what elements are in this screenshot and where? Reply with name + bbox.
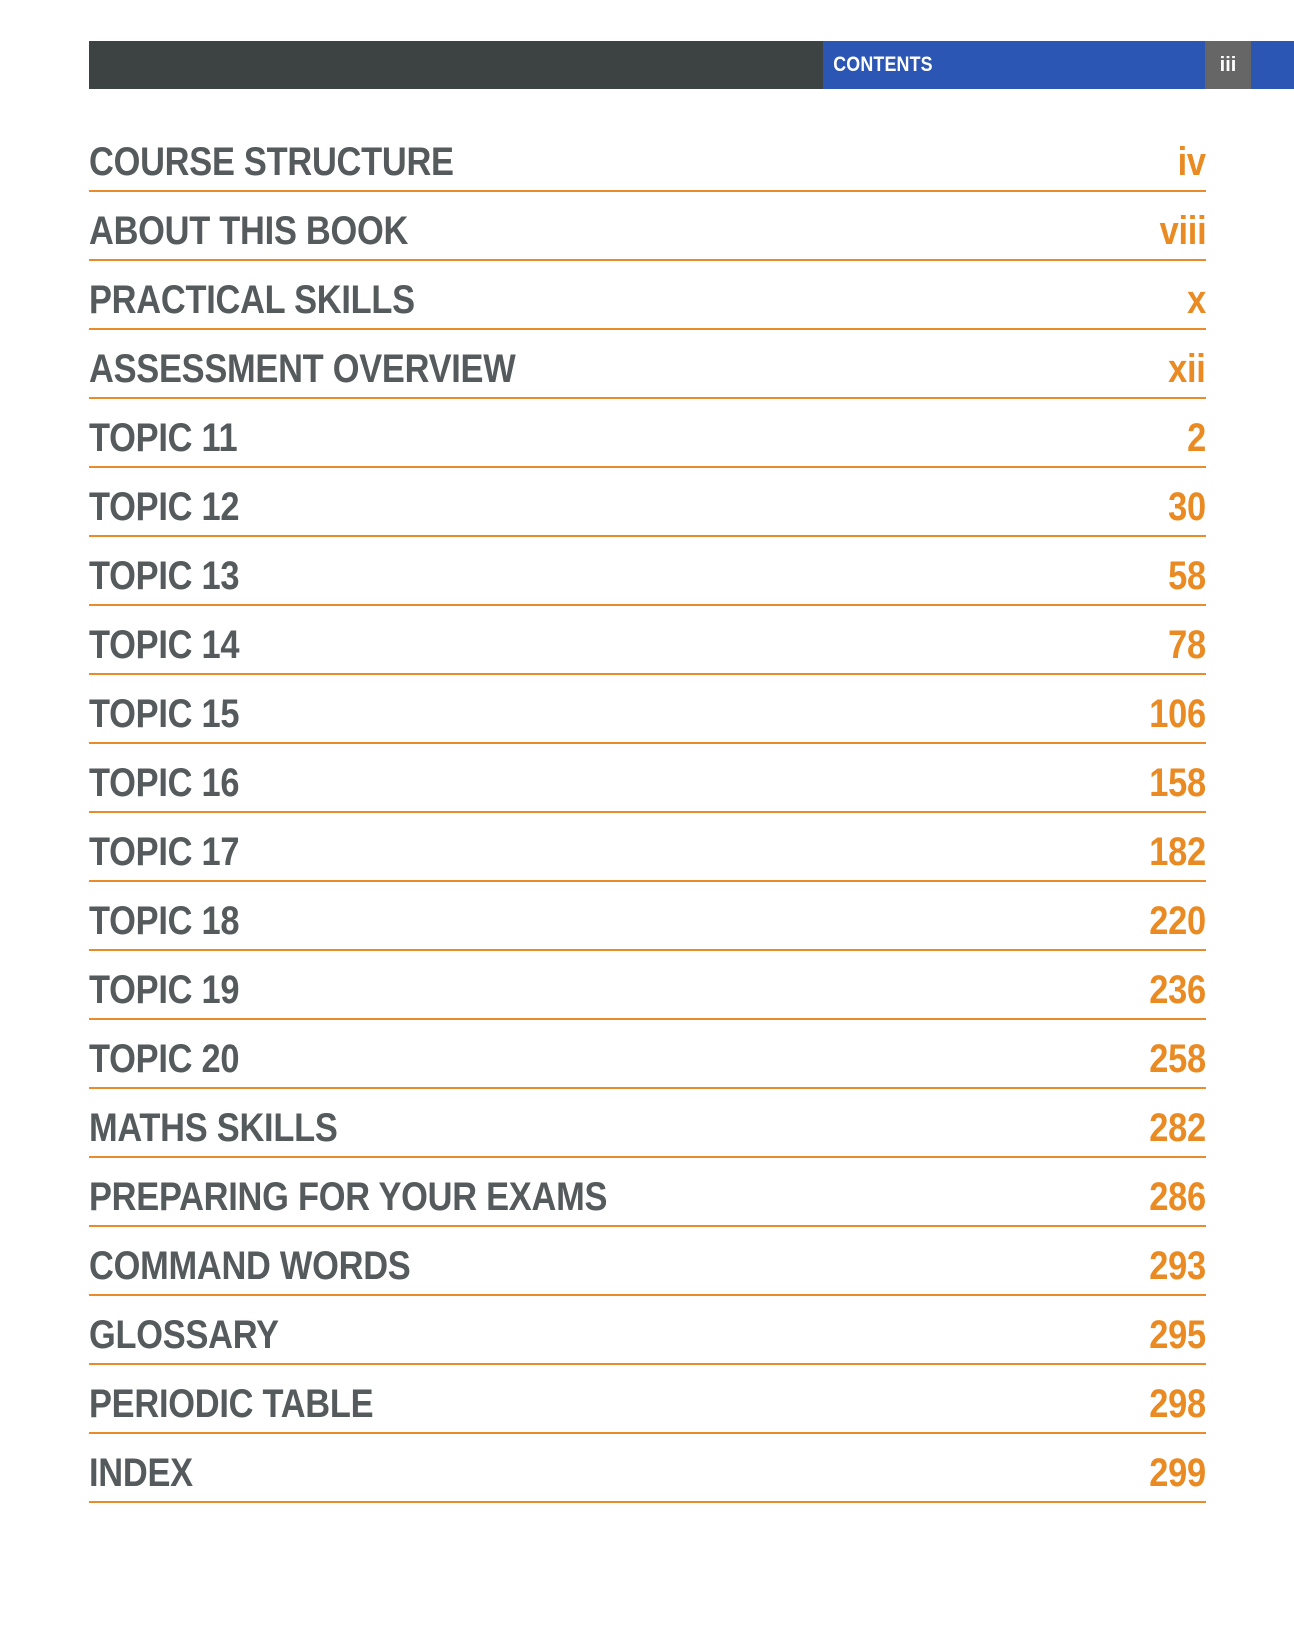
toc-entry-page: 282: [1149, 1106, 1206, 1150]
toc-entry[interactable]: [89, 1227, 1206, 1296]
toc-entry[interactable]: [89, 1158, 1206, 1227]
toc-entry[interactable]: [89, 123, 1206, 192]
toc-entry[interactable]: [89, 744, 1206, 813]
toc-entry-page: iv: [1177, 140, 1206, 184]
toc-entry-title: PRACTICAL SKILLS: [89, 278, 415, 322]
running-header: [89, 41, 1294, 89]
toc-entry[interactable]: [89, 675, 1206, 744]
toc-entry[interactable]: [89, 192, 1206, 261]
toc-entry-page: viii: [1159, 209, 1206, 253]
toc-entry[interactable]: [89, 1365, 1206, 1434]
toc-entry-title: TOPIC 15: [89, 692, 240, 736]
toc-entry-title: TOPIC 17: [89, 830, 240, 874]
toc-entry-page: 258: [1149, 1037, 1206, 1081]
toc-entry-title: INDEX: [89, 1451, 193, 1495]
toc-entry-page: 182: [1149, 830, 1206, 874]
toc-entry[interactable]: [89, 537, 1206, 606]
toc-entry-title: TOPIC 19: [89, 968, 240, 1012]
toc-entry-page: 30: [1168, 485, 1206, 529]
header-dark-band: [89, 41, 823, 89]
toc-entry-page: 158: [1149, 761, 1206, 805]
toc-entry-title: TOPIC 18: [89, 899, 240, 943]
toc-entry[interactable]: [89, 1434, 1206, 1503]
toc-entry-page: 58: [1168, 554, 1206, 598]
toc-entry-title: TOPIC 20: [89, 1037, 240, 1081]
toc-entry-page: 286: [1149, 1175, 1206, 1219]
toc-entry[interactable]: [89, 813, 1206, 882]
toc-entry-page: 295: [1149, 1313, 1206, 1357]
toc-entry[interactable]: [89, 468, 1206, 537]
toc-entry-title: TOPIC 14: [89, 623, 240, 667]
toc-entry-title: TOPIC 12: [89, 485, 240, 529]
toc-entry-page: 236: [1149, 968, 1206, 1012]
toc-entry-title: ASSESSMENT OVERVIEW: [89, 347, 516, 391]
toc-entry-title: MATHS SKILLS: [89, 1106, 338, 1150]
toc-entry-page: 2: [1187, 416, 1206, 460]
toc-entry-title: COMMAND WORDS: [89, 1244, 411, 1288]
toc-entry-page: 298: [1149, 1382, 1206, 1426]
toc-entry[interactable]: [89, 261, 1206, 330]
toc-entry[interactable]: [89, 1020, 1206, 1089]
toc-entry-title: TOPIC 13: [89, 554, 240, 598]
toc-entry-title: PERIODIC TABLE: [89, 1382, 374, 1426]
toc-entry-title: TOPIC 16: [89, 761, 240, 805]
toc-entry[interactable]: [89, 951, 1206, 1020]
toc-entry[interactable]: [89, 606, 1206, 675]
toc-entry[interactable]: [89, 1296, 1206, 1365]
header-section-band: [823, 41, 1205, 89]
toc-entry-title: PREPARING FOR YOUR EXAMS: [89, 1175, 608, 1219]
toc-entry-title: COURSE STRUCTURE: [89, 140, 454, 184]
toc-entry-title: ABOUT THIS BOOK: [89, 209, 409, 253]
toc-entry-title: GLOSSARY: [89, 1313, 279, 1357]
toc-entry-page: 220: [1149, 899, 1206, 943]
section-title: CONTENTS: [833, 53, 933, 76]
toc-entry[interactable]: [89, 330, 1206, 399]
toc-entry-title: TOPIC 11: [89, 416, 238, 460]
toc-entry[interactable]: [89, 882, 1206, 951]
toc-entry[interactable]: [89, 1089, 1206, 1158]
page-number: iii: [1205, 41, 1251, 89]
toc-entry-page: 106: [1149, 692, 1206, 736]
toc-entry-page: x: [1187, 278, 1206, 322]
toc-entry-page: 78: [1168, 623, 1206, 667]
toc-entry-page: xii: [1168, 347, 1206, 391]
header-tail-band: [1251, 41, 1294, 89]
toc-entry-page: 299: [1149, 1451, 1206, 1495]
toc-entry-page: 293: [1149, 1244, 1206, 1288]
table-of-contents: [89, 123, 1206, 1503]
toc-entry[interactable]: [89, 399, 1206, 468]
